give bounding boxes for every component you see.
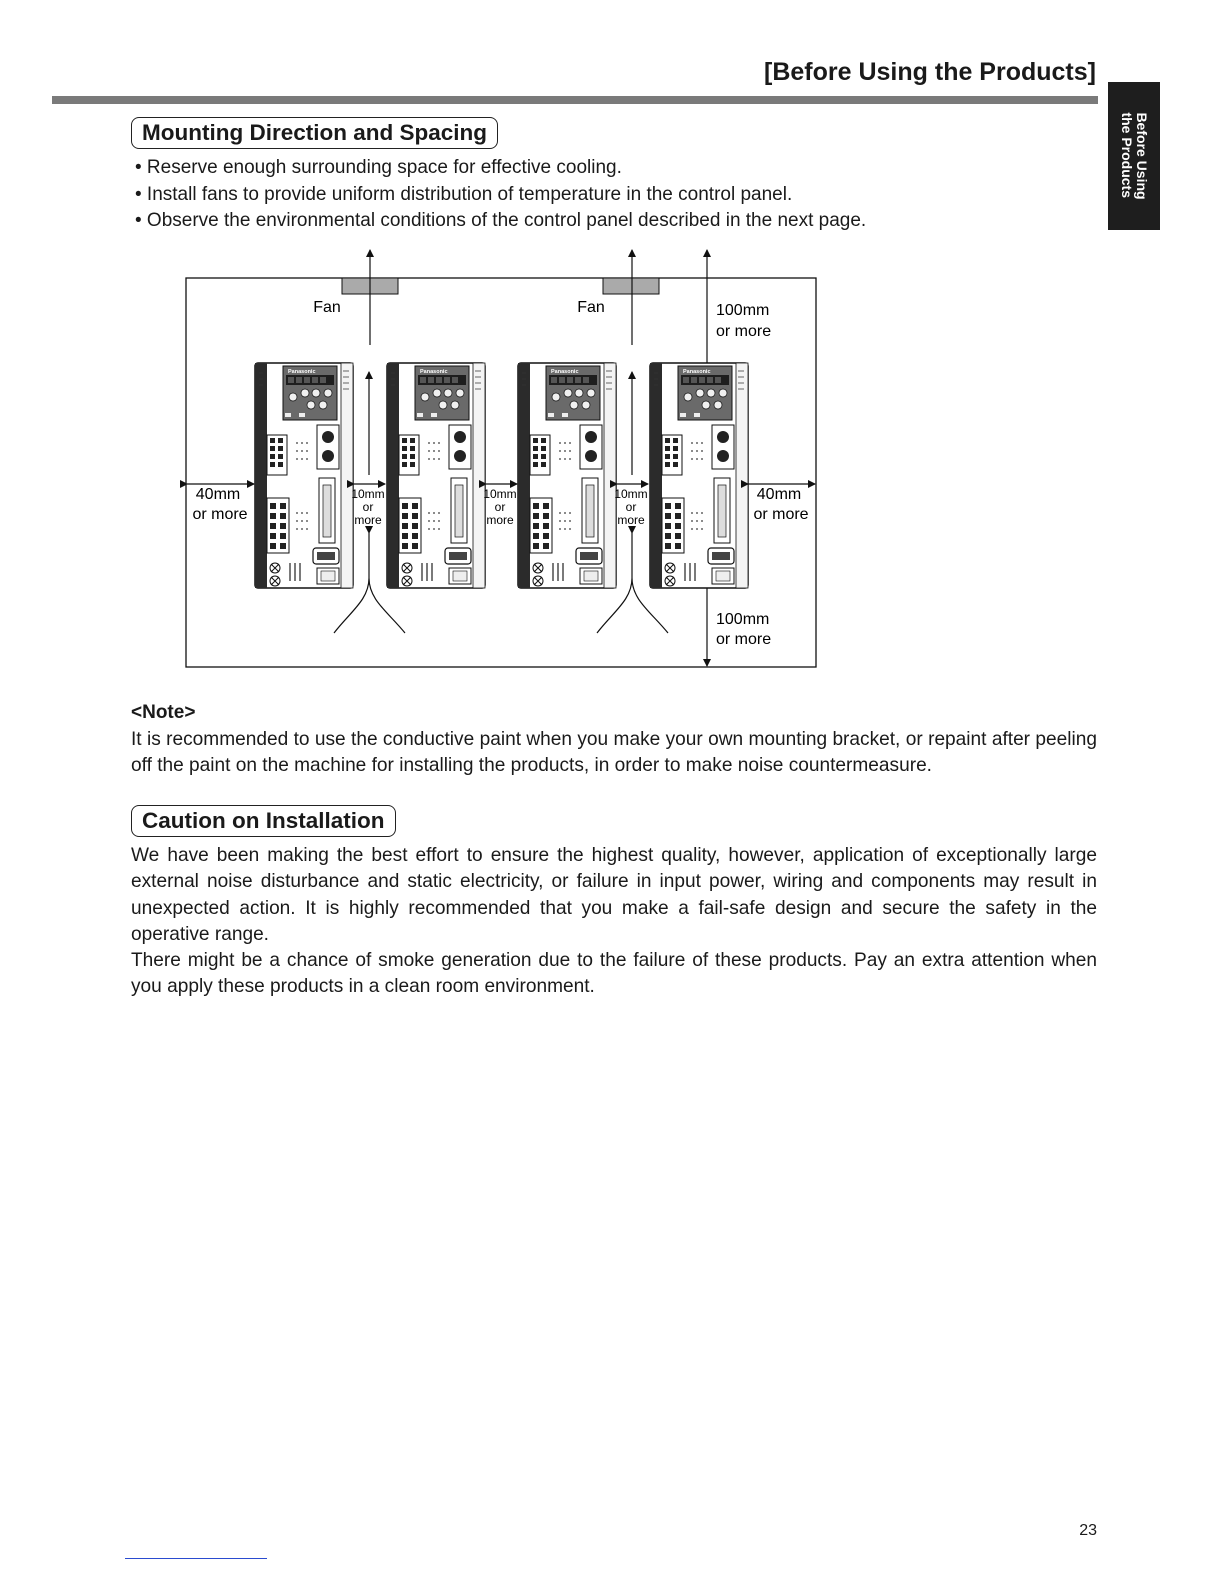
between-gap-label-3: more xyxy=(486,513,514,527)
left-gap-label-2: or more xyxy=(192,506,248,523)
left-gap-label-1: 40mm xyxy=(195,486,241,503)
side-tab-line-2: the Products xyxy=(1119,112,1135,199)
between-gap-label-2: or xyxy=(494,500,506,514)
caution-paragraph-2: There might be a chance of smoke generation due to the failure of these products. Pay an extra attention when you apply these products in a clean room environment. xyxy=(131,950,1097,998)
fan-label-right: Fan xyxy=(577,299,605,316)
brand-label: Panasonic xyxy=(420,369,448,375)
mounting-section-title: Mounting Direction and Spacing xyxy=(131,117,498,149)
servo-drive-1 xyxy=(255,363,353,588)
bottom-gap-label-1: 100mm xyxy=(716,611,770,628)
between-gap-label-2: or xyxy=(625,500,637,514)
brand-label: Panasonic xyxy=(683,369,711,375)
servo-drive-3 xyxy=(518,363,616,588)
caution-section-title: Caution on Installation xyxy=(131,805,396,837)
note-text: It is recommended to use the conductive paint when you make your own mounting bracket, or repaint after peeling off the paint on the machine for installing the products, in order to make noise countermeasure. xyxy=(131,729,1097,777)
caution-paragraph-1: We have been making the best effort to ensure the highest quality, however, application of exceptionally large external noise disturbance and static electricity, or failure in input power, wiring and components may result in unexpected action. It is highly recommended that you make a fail-safe design and secure the safety in the operative range. xyxy=(131,845,1097,945)
between-gap-label-1: 10mm xyxy=(483,487,517,501)
right-gap-label-2: or more xyxy=(753,506,809,523)
bottom-gap-label-2: or more xyxy=(716,631,772,648)
between-gap-label-3: more xyxy=(354,513,382,527)
top-gap-label-2: or more xyxy=(716,323,772,340)
fan-label-left: Fan xyxy=(313,299,341,316)
right-gap-label-1: 40mm xyxy=(756,486,802,503)
side-tab-line-1: Before Using xyxy=(1134,112,1150,200)
bullet-item: • Reserve enough surrounding space for effective cooling. xyxy=(135,157,622,178)
note-heading: <Note> xyxy=(131,702,196,723)
between-gap-label-1: 10mm xyxy=(614,487,648,501)
page-number: 23 xyxy=(1079,1522,1097,1539)
fan-right xyxy=(603,278,659,294)
between-gap-label-3: more xyxy=(617,513,645,527)
between-gap-label-1: 10mm xyxy=(351,487,385,501)
between-gap-label-2: or xyxy=(362,500,374,514)
brand-label: Panasonic xyxy=(288,369,316,375)
bullet-item: • Install fans to provide uniform distribution of temperature in the control panel. xyxy=(135,183,793,205)
bullet-item: • Observe the environmental conditions of the control panel described in the next page. xyxy=(135,210,867,231)
servo-drive-2 xyxy=(387,363,485,588)
servo-drive-4 xyxy=(650,363,748,588)
top-gap-label-1: 100mm xyxy=(716,302,770,319)
page-header-title: [Before Using the Products] xyxy=(764,58,1096,86)
brand-label: Panasonic xyxy=(551,369,579,375)
mounting-spacing-diagram xyxy=(0,0,1224,700)
footnote-rule xyxy=(125,1558,267,1559)
